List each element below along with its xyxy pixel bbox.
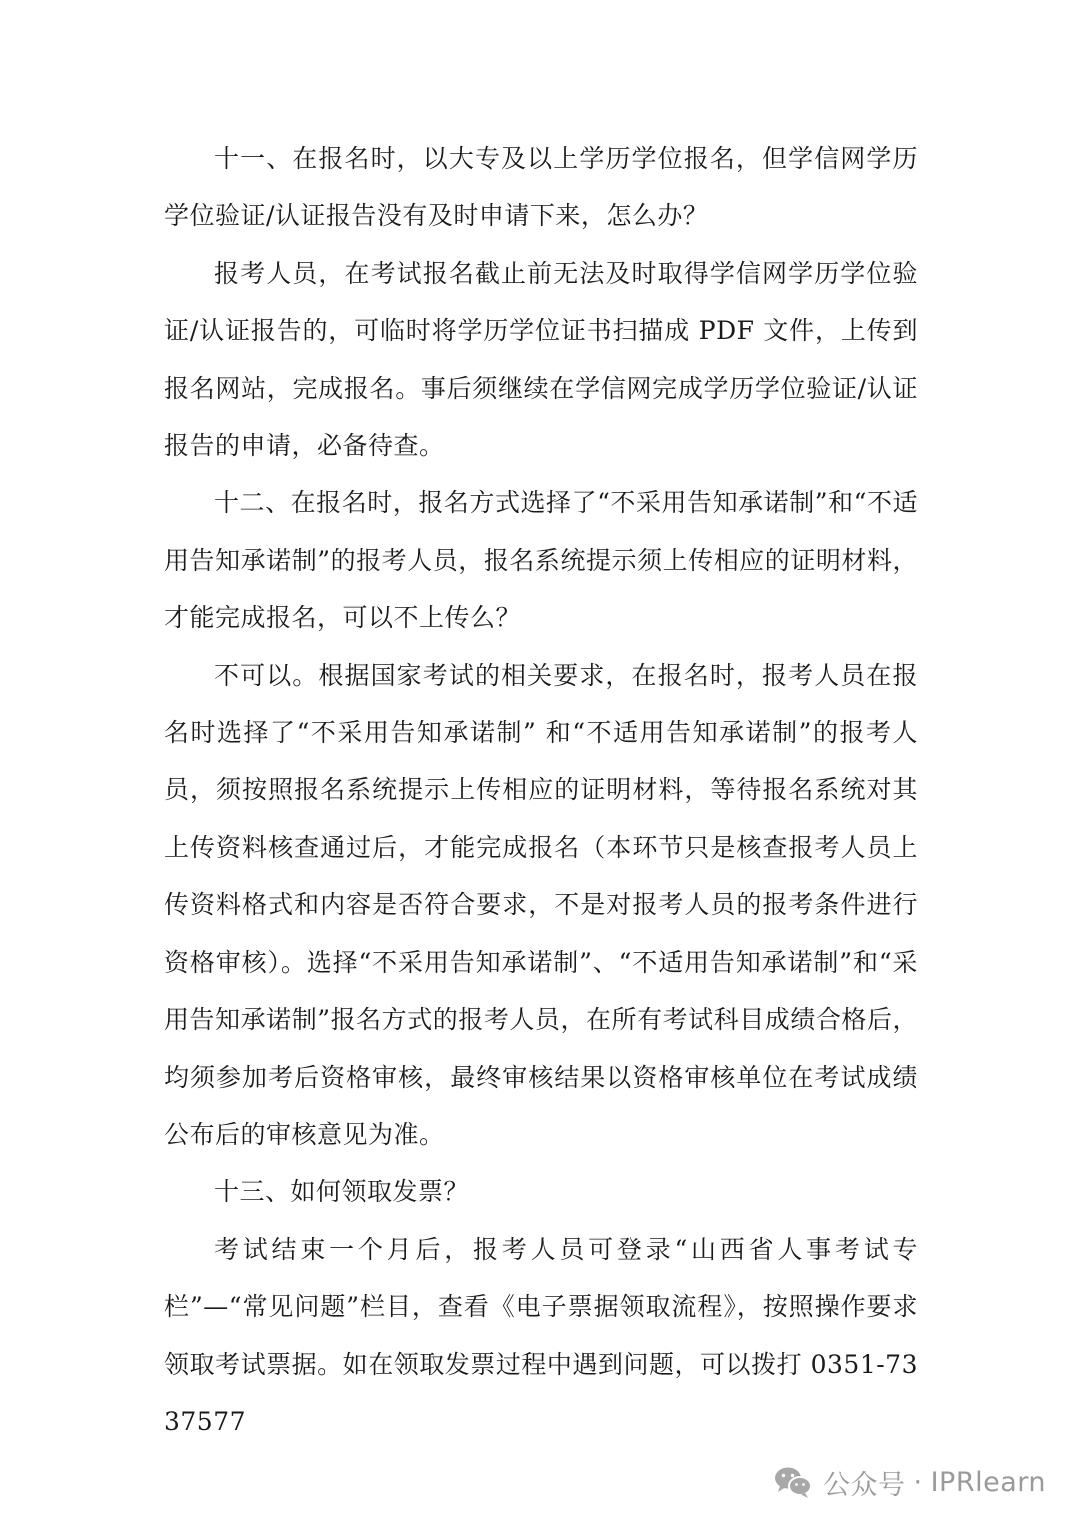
watermark-separator: · <box>913 1466 923 1498</box>
wechat-icon <box>773 1465 813 1499</box>
answer-11-text: 报考人员，在考试报名截止前无法及时取得学信网学历学位验证/认证报告的，可临时将学历学位证书扫描成 PDF 文件，上传到报名网站，完成报名。事后须继续在学信网完成学历学位验证/认证报告的申请，必备待查。 <box>164 258 918 461</box>
answer-13-text: 考试结束一个月后，报考人员可登录“山西省人事考试专栏”—“常见问题”栏目，查看《电子票据领取流程》，按照操作要求领取考试票据。如在领取发票过程中遇到问题，可以拨打 0351-7337577 <box>164 1234 918 1436</box>
question-12-heading: 十二、在报名时，报名方式选择了“不采用告知承诺制”和“不适用告知承诺制”的报考人员，报名系统提示须上传相应的证明材料，才能完成报名，可以不上传么？ <box>164 488 918 633</box>
answer-12-text: 不可以。根据国家考试的相关要求，在报名时，报考人员在报名时选择了“不采用告知承诺制” 和“不适用告知承诺制”的报考人员，须按照报名系统提示上传相应的证明材料，等待报名系统对其上传资料核查通过后，才能完成报名（本环节只是核查报考人员上传资料格式和内容是否符合要求，不是对报考人员的报考条件进行资格审核）。选择“不采用告知承诺制”、“不适用告知承诺制”和“采用告知承诺制”报名方式的报考人员，在所有考试科目成绩合格后，均须参加考后资格审核，最终审核结果以资格审核单位在考试成绩公布后的审核意见为准。 <box>164 660 918 1149</box>
question-11-heading: 十一、在报名时，以大专及以上学历学位报名，但学信网学历学位验证/认证报告没有及时申请下来，怎么办？ <box>164 144 918 231</box>
watermark-account: IPRlearn <box>930 1466 1046 1498</box>
question-13-heading: 十三、如何领取发票？ <box>214 1177 470 1207</box>
wechat-watermark <box>773 1462 1046 1502</box>
watermark-label: 公众号 <box>823 1469 906 1501</box>
document-body <box>164 130 918 1450</box>
